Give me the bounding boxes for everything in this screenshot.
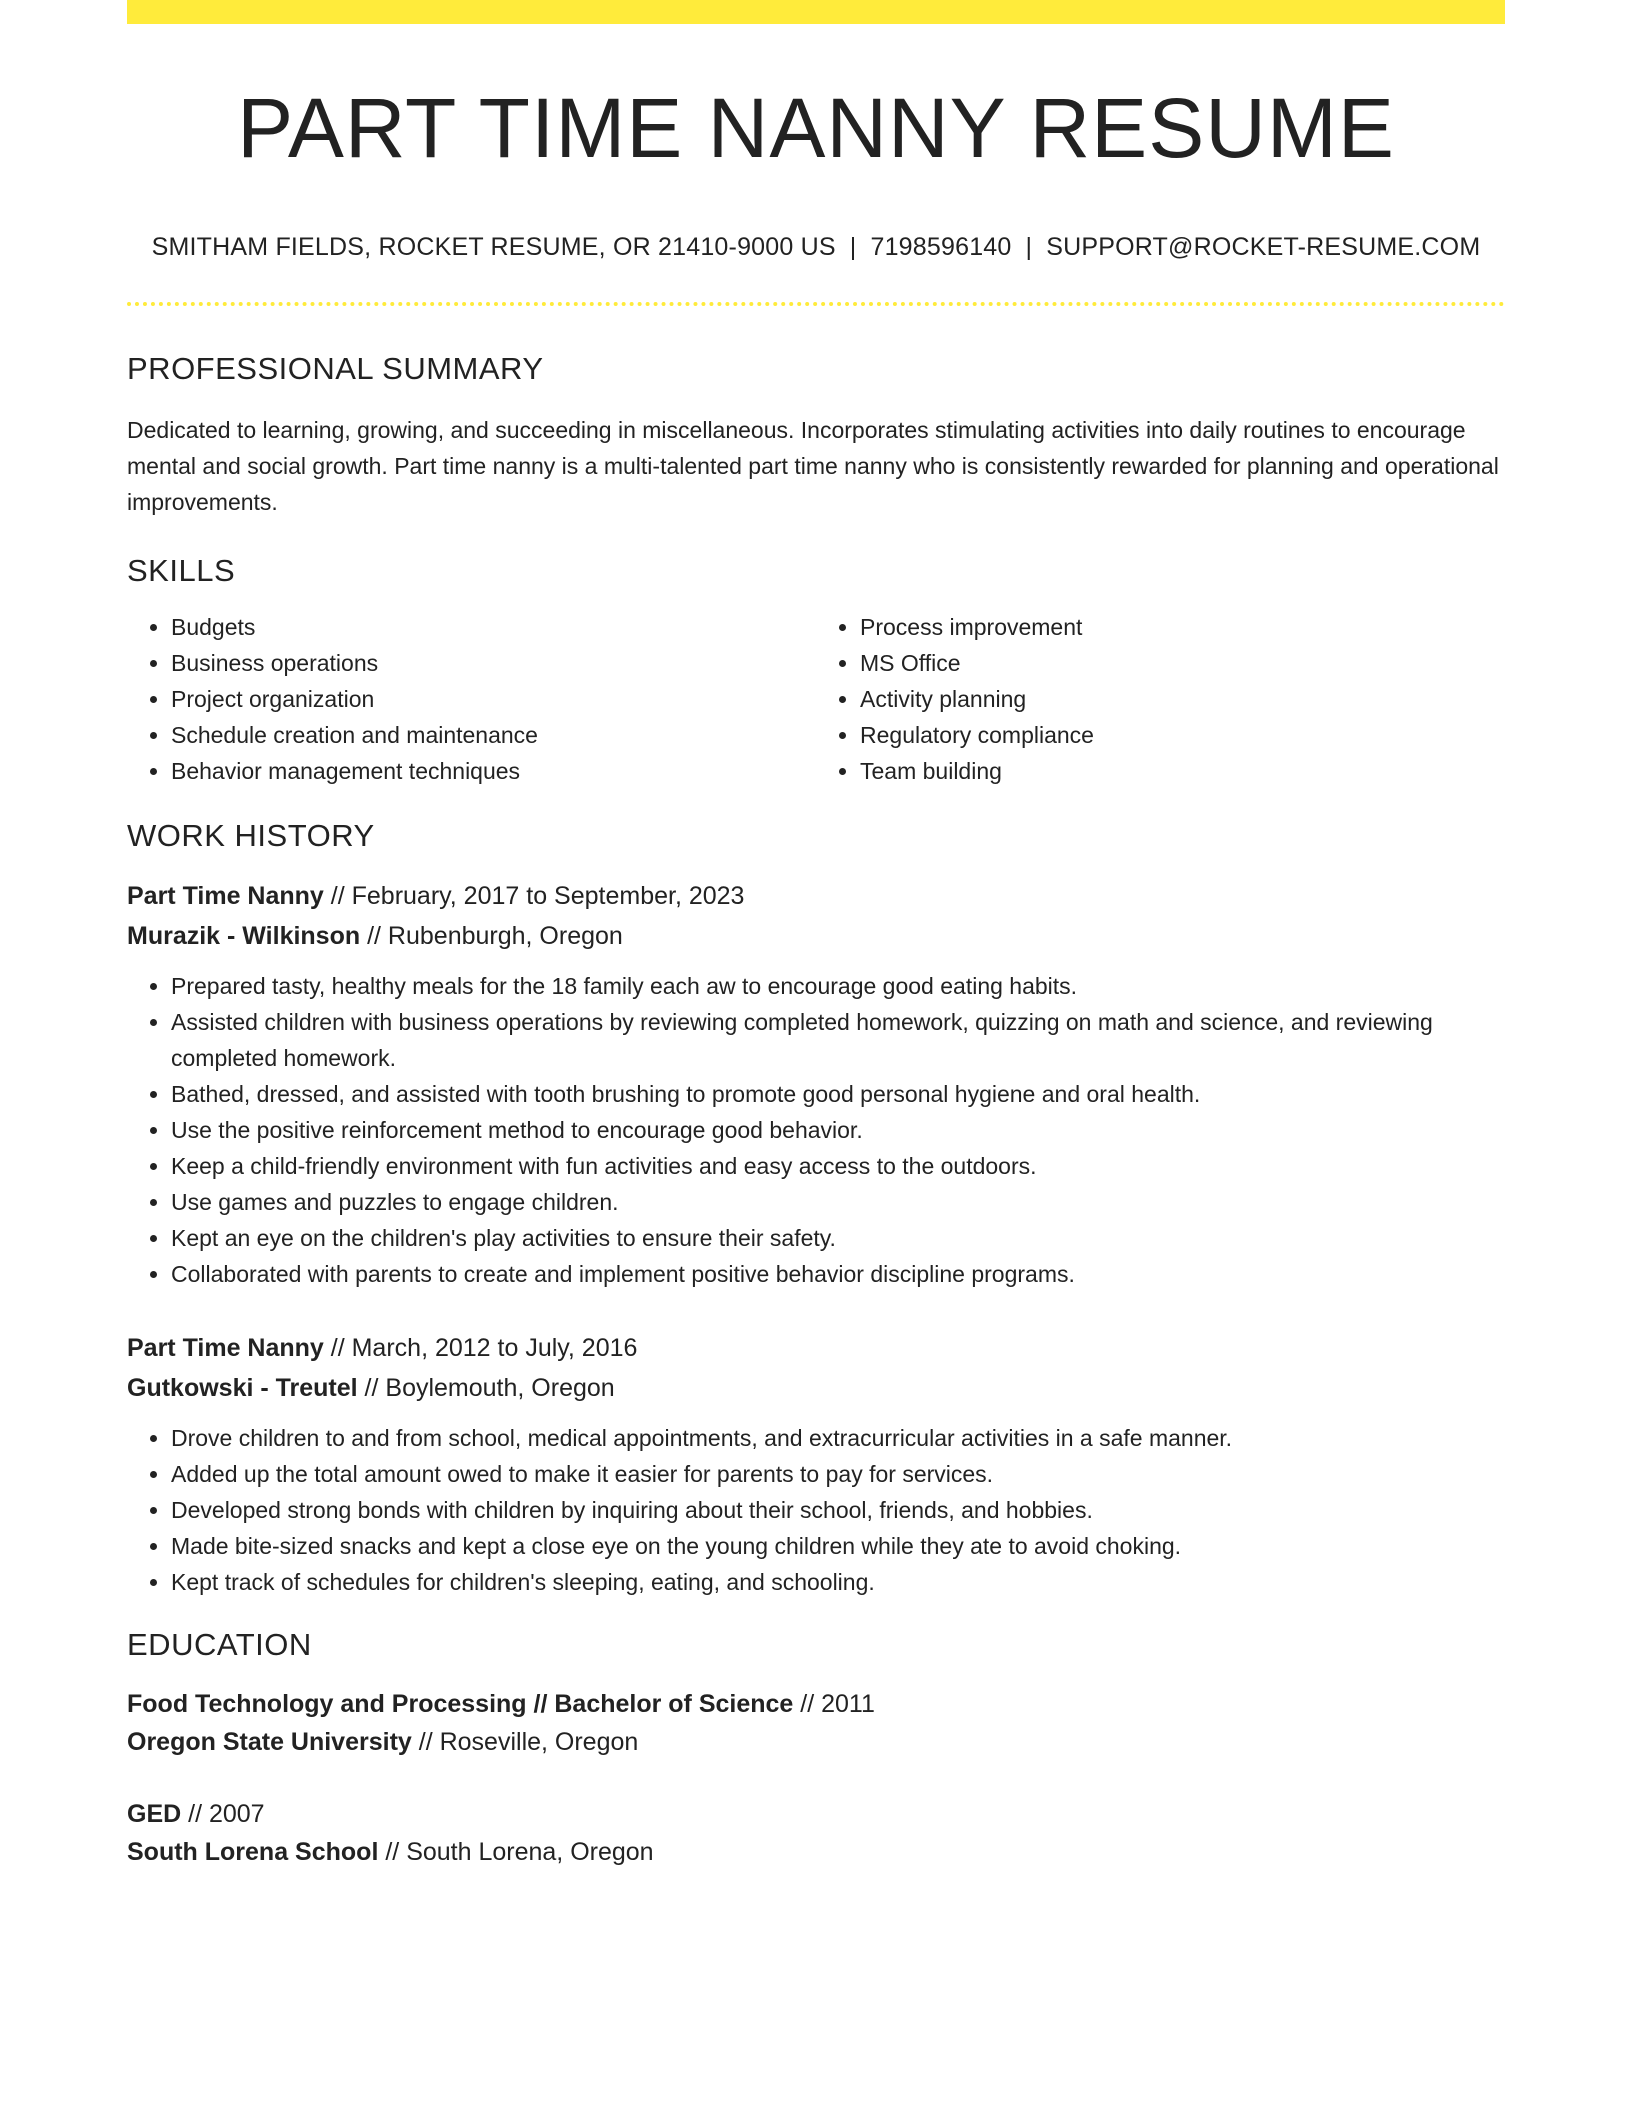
skills-heading: SKILLS xyxy=(127,552,236,588)
skill-item: • Budgets xyxy=(171,609,816,645)
job-bullet: • Collaborated with parents to create and implement positive behavior discipline programs. xyxy=(171,1256,1505,1292)
job-bullet: • Keep a child-friendly environment with fun activities and easy access to the outdoors. xyxy=(171,1148,1505,1184)
job-company-line xyxy=(127,1368,1505,1408)
skills-grid xyxy=(127,609,1505,789)
job-bullet: • Prepared tasty, healthy meals for the 18 family each aw to encourage good eating habits. xyxy=(171,968,1505,1004)
skill-item: • Team building xyxy=(860,753,1505,789)
skill-item: • Activity planning xyxy=(860,681,1505,717)
skill-item: • Behavior management techniques xyxy=(171,753,816,789)
skill-item: • Process improvement xyxy=(860,609,1505,645)
job-bullet: • Kept an eye on the children's play activities to ensure their safety. xyxy=(171,1220,1505,1256)
education-degree-line xyxy=(127,1685,1505,1723)
education-school: Oregon State University xyxy=(127,1728,412,1757)
job-title-line xyxy=(127,1328,1505,1368)
contact-separator: | xyxy=(849,233,857,262)
job-dates: // February, 2017 to September, 2023 xyxy=(323,881,745,910)
skill-item: • Business operations xyxy=(171,645,816,681)
contact-separator: | xyxy=(1025,233,1033,262)
summary-heading: PROFESSIONAL SUMMARY xyxy=(127,351,544,387)
job-bullet: • Made bite-sized snacks and kept a close eye on the young children while they ate to avoid choking. xyxy=(171,1528,1505,1564)
education-entry xyxy=(127,1685,1505,1761)
job-bullet: • Use the positive reinforcement method to encourage good behavior. xyxy=(171,1112,1505,1148)
education-location: // Roseville, Oregon xyxy=(411,1728,639,1757)
resume-page xyxy=(127,0,1505,1871)
job-company: Gutkowski - Treutel xyxy=(127,1373,358,1402)
education-degree: Food Technology and Processing // Bachelor of Science xyxy=(127,1690,794,1719)
education-location: // South Lorena, Oregon xyxy=(378,1838,654,1867)
job-bullets xyxy=(127,1420,1505,1600)
job-location: // Boylemouth, Oregon xyxy=(357,1373,615,1402)
job-title-line xyxy=(127,876,1505,916)
skill-item: • Regulatory compliance xyxy=(860,717,1505,753)
education-entry xyxy=(127,1795,1505,1871)
job-bullet: • Assisted children with business operations by reviewing completed homework, quizzing on math and science, and reviewing completed homework. xyxy=(171,1004,1505,1076)
contact-email: SUPPORT@ROCKET-RESUME.COM xyxy=(1046,233,1481,262)
job-bullet: • Use games and puzzles to engage children. xyxy=(171,1184,1505,1220)
job-bullet: • Kept track of schedules for children's sleeping, eating, and schooling. xyxy=(171,1564,1505,1600)
education-degree: GED xyxy=(127,1800,182,1829)
skill-item: • MS Office xyxy=(860,645,1505,681)
education-year: // 2007 xyxy=(181,1800,265,1829)
dotted-divider xyxy=(127,302,1505,306)
job-bullets xyxy=(127,968,1505,1292)
job-bullet: • Drove children to and from school, medical appointments, and extracurricular activities in a safe manner. xyxy=(171,1420,1505,1456)
work-history-heading: WORK HISTORY xyxy=(127,817,375,853)
job-company: Murazik - Wilkinson xyxy=(127,921,361,950)
summary-text: Dedicated to learning, growing, and succeeding in miscellaneous. Incorporates stimulating activities into daily routines to encourage mental and social growth. Part time nanny is a multi-talented part time nanny who is consistently rewarded for planning and operational improvements. xyxy=(127,416,1499,515)
contact-phone: 7198596140 xyxy=(870,233,1012,262)
skills-left-column xyxy=(127,609,816,789)
job-dates: // March, 2012 to July, 2016 xyxy=(323,1333,638,1362)
job-location: // Rubenburgh, Oregon xyxy=(360,921,623,950)
education-degree-line xyxy=(127,1795,1505,1833)
education-school-line xyxy=(127,1723,1505,1761)
skill-item: • Project organization xyxy=(171,681,816,717)
job-bullet: • Added up the total amount owed to make it easier for parents to pay for services. xyxy=(171,1456,1505,1492)
education-school: South Lorena School xyxy=(127,1838,379,1867)
job-title: Part Time Nanny xyxy=(127,1333,324,1362)
skill-item: • Schedule creation and maintenance xyxy=(171,717,816,753)
job-entry xyxy=(127,876,1505,1292)
job-entry xyxy=(127,1328,1505,1600)
education-school-line xyxy=(127,1833,1505,1871)
skills-right-column xyxy=(816,609,1505,789)
job-company-line xyxy=(127,916,1505,956)
job-title: Part Time Nanny xyxy=(127,881,324,910)
contact-address: SMITHAM FIELDS, ROCKET RESUME, OR 21410-9000 US xyxy=(151,233,836,262)
education-heading: EDUCATION xyxy=(127,1626,312,1662)
resume-title: PART TIME NANNY RESUME xyxy=(237,81,1395,175)
contact-line xyxy=(127,232,1505,262)
job-bullet: • Developed strong bonds with children by inquiring about their school, friends, and hobbies. xyxy=(171,1492,1505,1528)
top-accent-bar xyxy=(127,0,1505,24)
education-year: // 2011 xyxy=(793,1690,875,1719)
job-bullet: • Bathed, dressed, and assisted with tooth brushing to promote good personal hygiene and oral health. xyxy=(171,1076,1505,1112)
